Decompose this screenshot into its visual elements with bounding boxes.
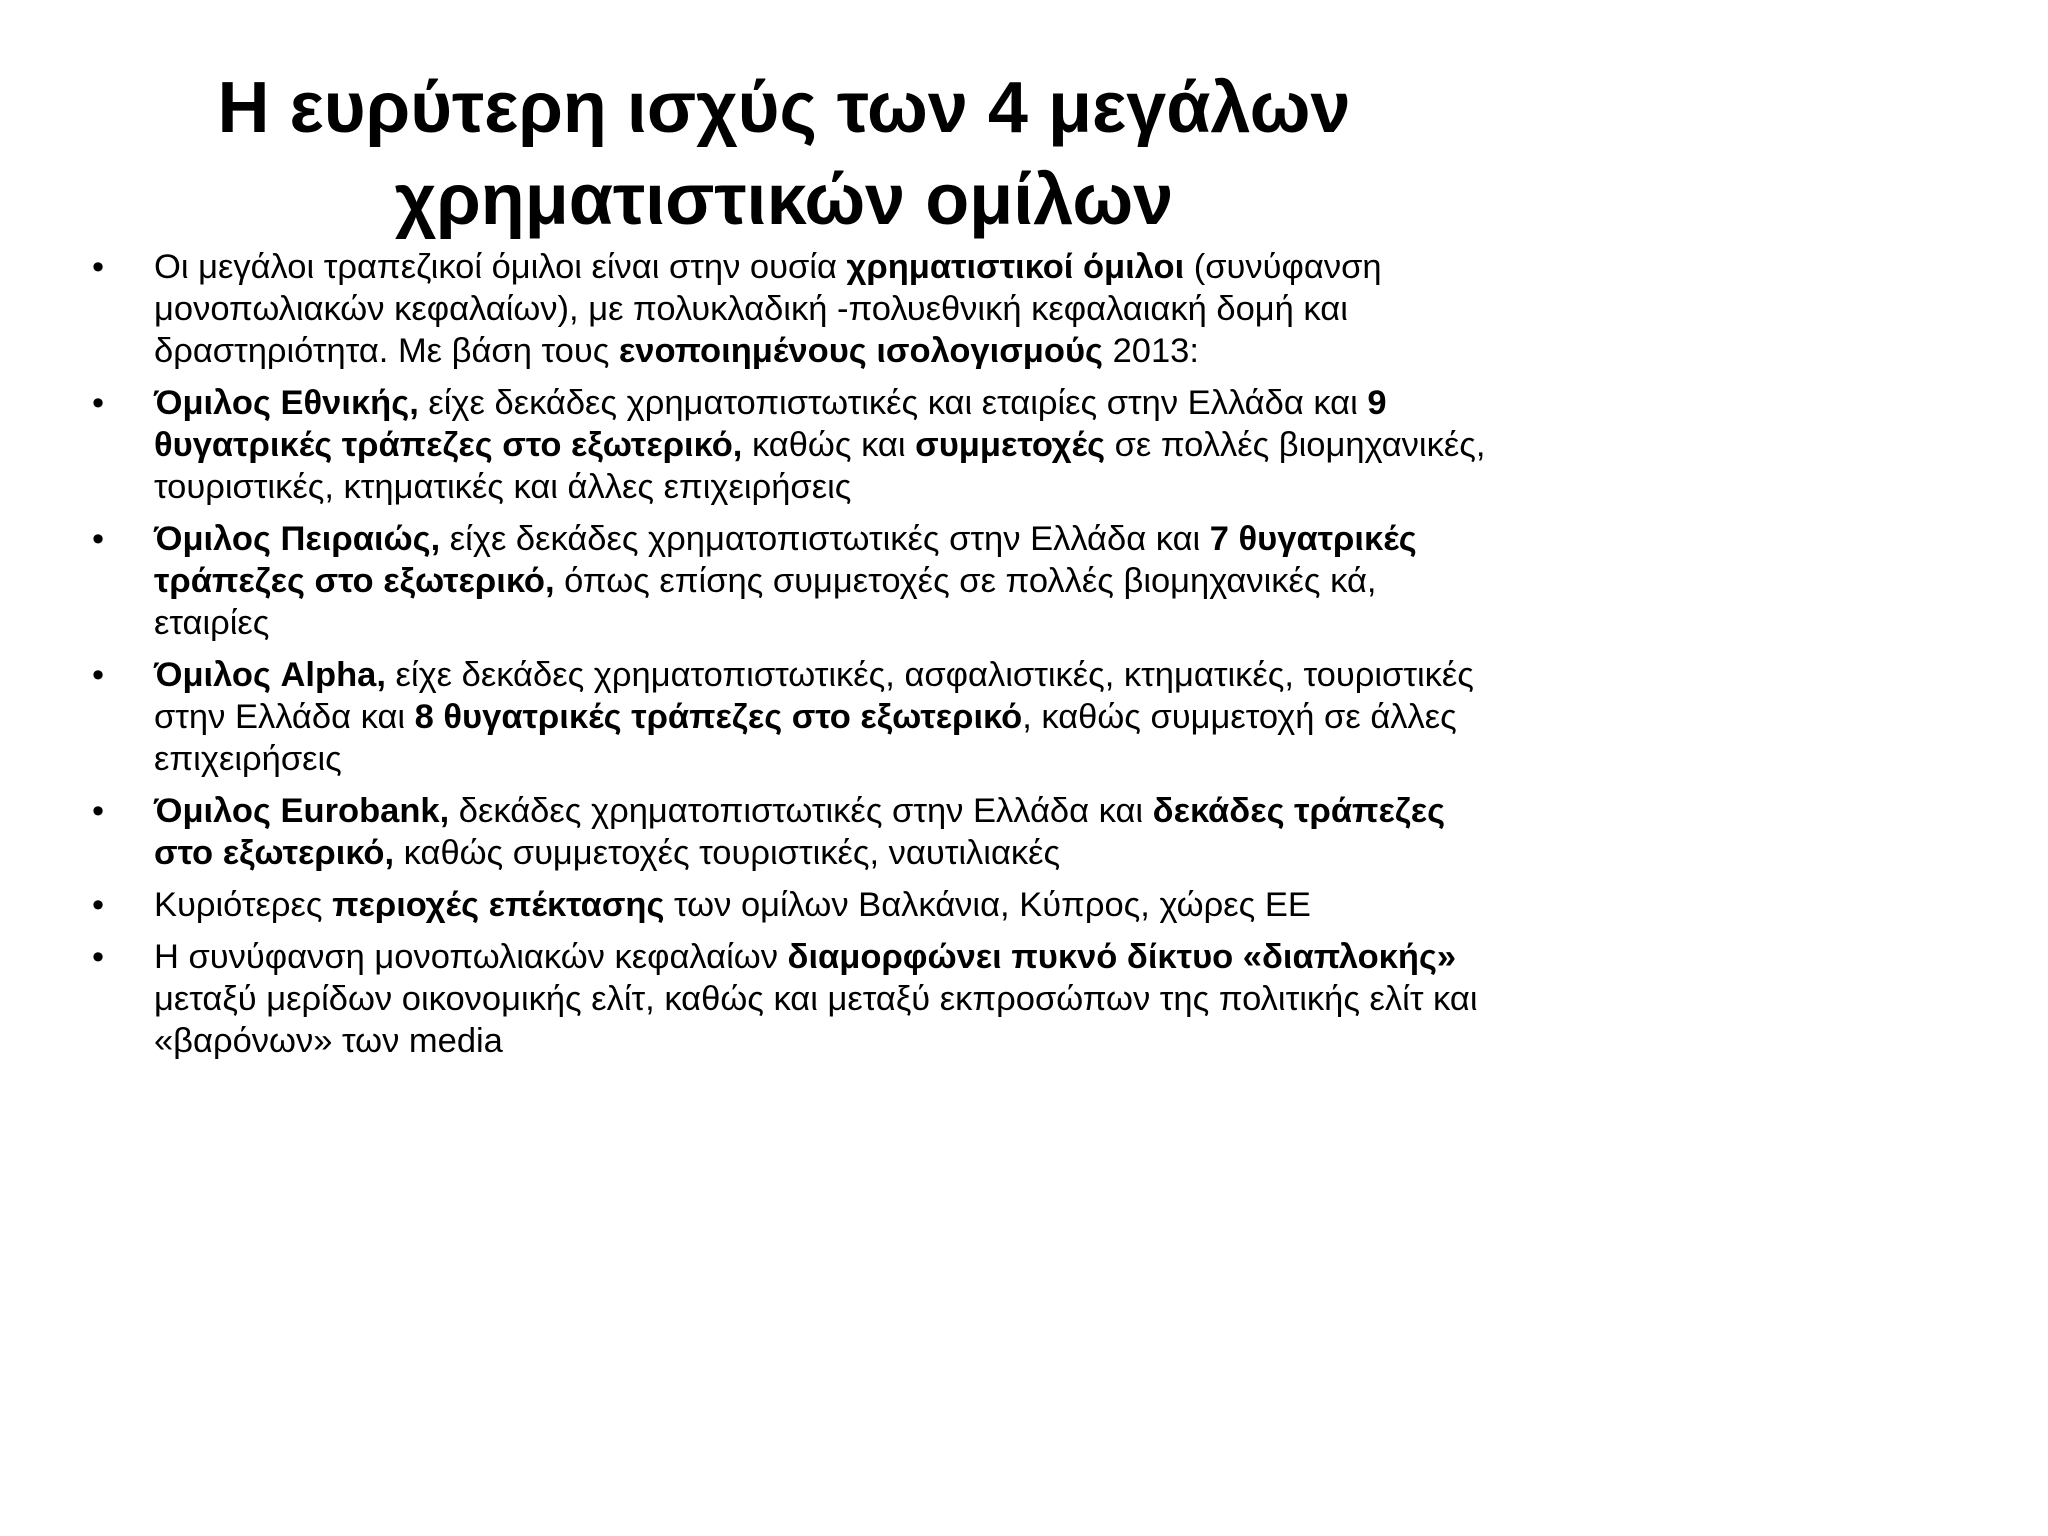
bullet-text — [154, 792, 1445, 872]
bullet-segment: είχε δεκάδες χρηματοπιστωτικές, ασφαλιστικές, κτηματικές, τουριστικές στην Ελλάδα και — [154, 656, 1474, 736]
bullet-text — [154, 384, 1485, 506]
bullet-segment-bold: Όμιλος Εθνικής, — [154, 384, 419, 422]
bullet-icon: • — [92, 656, 105, 694]
bullet-segment-bold: συμμετοχές — [915, 426, 1106, 464]
bullet-icon: • — [92, 248, 105, 286]
bullet-segment: 2013: — [1103, 332, 1199, 370]
bullet-segment-bold: 8 θυγατρικές τράπεζες στο εξωτερικό — [414, 698, 1023, 736]
bullet-segment-bold: 7 θυγατρικές τράπεζες στο εξωτερικό, — [154, 520, 1417, 600]
bullet-segment: Κυριότερες — [154, 886, 333, 924]
bullet-segment-bold: ενοποιημένους ισολογισμούς — [618, 332, 1103, 370]
bullet-item — [92, 518, 1492, 644]
bullet-segment: είχε δεκάδες χρηματοπιστωτικές και εταιρίες στην Ελλάδα και — [418, 384, 1368, 422]
bullet-icon: • — [92, 384, 105, 422]
bullet-item — [92, 790, 1492, 874]
bullet-text — [154, 520, 1417, 642]
bullet-text — [154, 886, 1311, 924]
bullet-segment: καθώς συμμετοχές τουριστικές, ναυτιλιακές — [394, 834, 1061, 872]
bullet-segment: (συνύφανση μονοπωλιακών κεφαλαίων), με πολυκλαδική -πολυεθνική κεφαλαιακή δομή και δραστηριότητα. Με βάση τους — [154, 248, 1382, 370]
bullet-segment-bold: περιοχές επέκτασης — [332, 886, 665, 924]
slide-title-line: Η ευρύτερη ισχύς των 4 μεγάλων — [217, 68, 1351, 148]
bullet-segment: , καθώς συμμετοχή σε άλλες επιχειρήσεις — [154, 698, 1457, 778]
bullet-segment: μεταξύ μερίδων οικονομικής ελίτ, καθώς και μεταξύ εκπροσώπων της πολιτικής ελίτ και «βαρόνων» των media — [154, 980, 1478, 1060]
bullet-segment: καθώς και — [742, 426, 916, 464]
bullet-icon: • — [92, 520, 105, 558]
bullet-segment: σε πολλές βιομηχανικές, τουριστικές, κτηματικές και άλλες επιχειρήσεις — [154, 426, 1486, 506]
bullet-segment: δεκάδες χρηματοπιστωτικές στην Ελλάδα και — [449, 792, 1153, 830]
bullet-segment-bold: Όμιλος Πειραιώς, — [154, 520, 441, 558]
bullet-icon: • — [92, 792, 105, 830]
bullet-item — [92, 654, 1492, 780]
bullet-text — [154, 938, 1477, 1060]
bullet-item — [92, 382, 1492, 508]
bullet-text — [154, 656, 1474, 778]
slide-title — [60, 62, 1508, 246]
bullet-text — [154, 248, 1382, 370]
bullet-icon: • — [92, 886, 105, 924]
bullet-segment-bold: Όμιλος Alpha, — [154, 656, 386, 694]
bullet-segment-bold: Όμιλος Eurobank, — [154, 792, 450, 830]
bullet-list — [92, 246, 1492, 1072]
bullet-segment-bold: δεκάδες τράπεζες στο εξωτερικό, — [154, 792, 1446, 872]
bullet-segment: Οι μεγάλοι τραπεζικοί όμιλοι είναι στην ουσία — [154, 248, 847, 286]
slide-title-line: χρηματιστικών ομίλων — [394, 160, 1174, 240]
bullet-segment: Η συνύφανση μονοπωλιακών κεφαλαίων — [154, 938, 788, 976]
bullet-item — [92, 246, 1492, 372]
bullet-segment: είχε δεκάδες χρηματοπιστωτικές στην Ελλάδα και — [440, 520, 1210, 558]
bullet-segment: όπως επίσης συμμετοχές σε πολλές βιομηχανικές κά, εταιρίες — [154, 562, 1377, 642]
bullet-segment: των ομίλων Βαλκάνια, Κύπρος, χώρες ΕΕ — [664, 886, 1311, 924]
bullet-segment-bold: 9 θυγατρικές τράπεζες στο εξωτερικό, — [154, 384, 1387, 464]
bullet-icon: • — [92, 938, 105, 976]
bullet-item — [92, 884, 1492, 926]
bullet-segment-bold: χρηματιστικοί όμιλοι — [846, 248, 1185, 286]
bullet-item — [92, 936, 1492, 1062]
bullet-segment-bold: διαμορφώνει πυκνό δίκτυο «διαπλοκής» — [787, 938, 1457, 976]
